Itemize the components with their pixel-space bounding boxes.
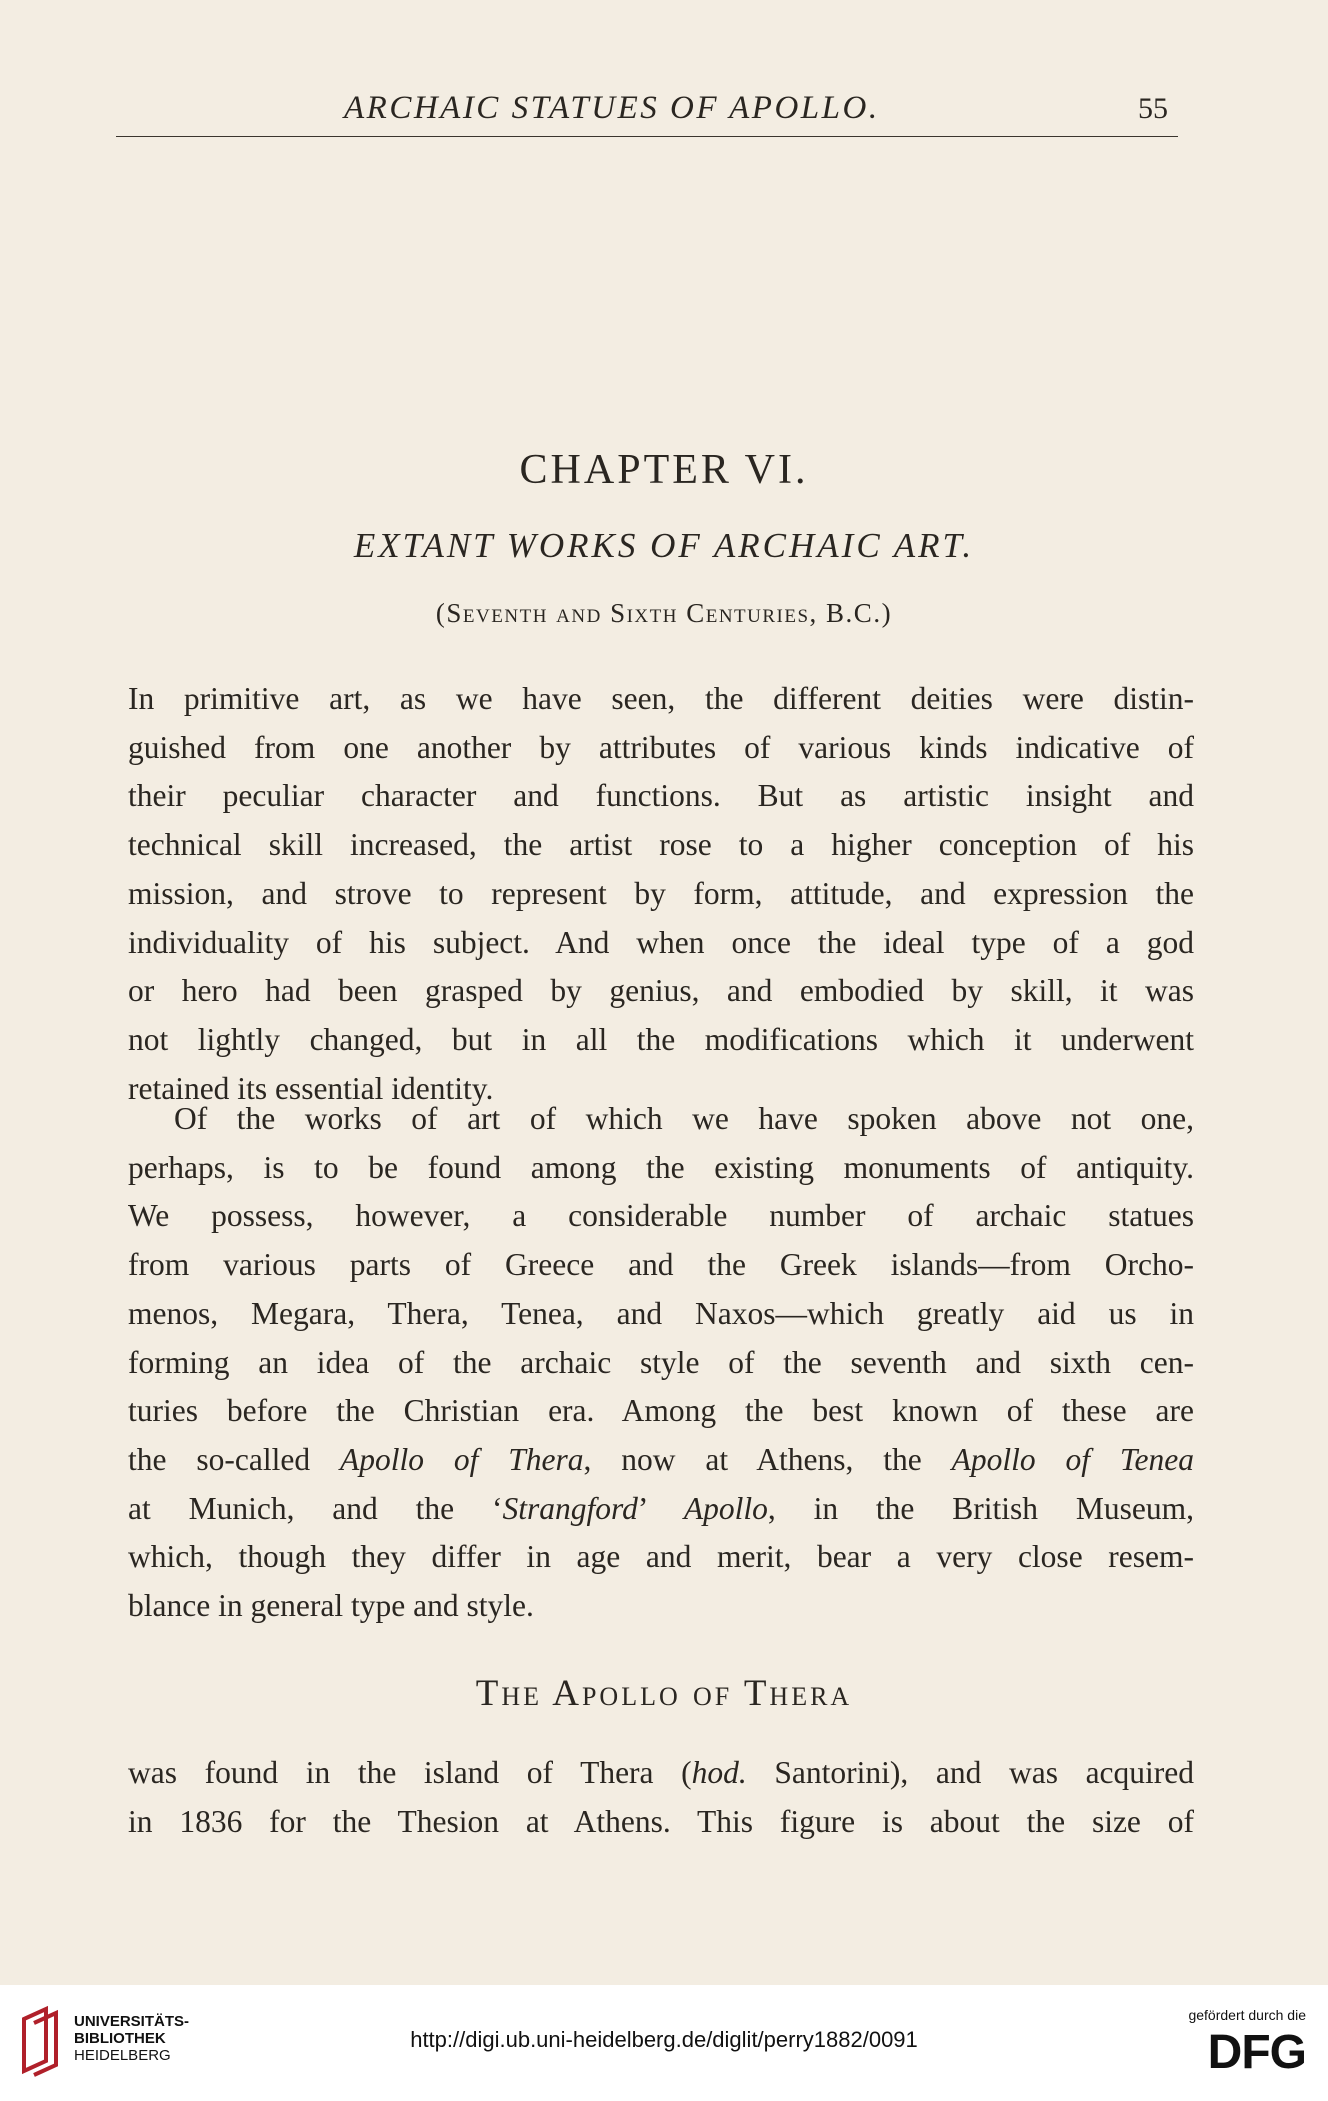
text-run: Santorini), and was acquired bbox=[746, 1755, 1195, 1790]
text-run: was found in the island of Thera ( bbox=[128, 1755, 692, 1790]
paragraph-line: technical skill increased, the artist rose to a higher conception of his bbox=[128, 827, 1194, 863]
paragraph-line: in 1836 for the Thesion at Athens. This figure is about the size of bbox=[128, 1803, 1194, 1839]
library-name-line: HEIDELBERG bbox=[74, 2047, 171, 2064]
funding-caption: gefördert durch die bbox=[1188, 2007, 1306, 2023]
paragraph-line: We possess, however, a considerable number of archaic statues bbox=[128, 1198, 1194, 1234]
section-heading: The Apollo of Thera bbox=[475, 1673, 853, 1714]
paragraph-line: turies before the Christian era. Among the best known of these are bbox=[128, 1393, 1194, 1429]
paragraph-primitive-art bbox=[128, 675, 1194, 1113]
italic-title: Apollo of Thera bbox=[339, 1441, 584, 1477]
paragraph-line: perhaps, is to be found among the existing monuments of antiquity. bbox=[128, 1149, 1194, 1185]
page-header bbox=[116, 86, 1178, 137]
text-run: , in the British Museum, bbox=[767, 1490, 1195, 1526]
italic-title: Strangford bbox=[502, 1490, 638, 1526]
paragraph-line: not lightly changed, but in all the modifications which it underwent bbox=[128, 1021, 1194, 1057]
digitization-footer bbox=[0, 1985, 1328, 2101]
paragraph-line: mission, and strove to represent by form, attitude, and expression the bbox=[128, 875, 1194, 911]
paragraph-line: forming an idea of the archaic style of the seventh and sixth cen- bbox=[128, 1344, 1194, 1380]
source-url-link[interactable]: http://digi.ub.uni-heidelberg.de/diglit/perry1882/0091 bbox=[410, 2027, 918, 2052]
library-name-line: BIBLIOTHEK bbox=[74, 2030, 166, 2047]
paragraph-line: their peculiar character and functions. But as artistic insight and bbox=[128, 778, 1194, 814]
italic-abbreviation: hod. bbox=[691, 1755, 747, 1790]
chapter-dates: (Seventh and Sixth Centuries, B.C.) bbox=[435, 598, 893, 628]
paragraph-line: or hero had been grasped by genius, and embodied by skill, it was bbox=[128, 973, 1194, 1009]
paragraph-archaic-statues bbox=[128, 1095, 1194, 1631]
text-run: at Munich, and the ‘ bbox=[128, 1490, 503, 1526]
paragraph-apollo-of-thera bbox=[128, 1749, 1194, 1846]
library-name-line: UNIVERSITÄTS- bbox=[74, 2013, 190, 2030]
paragraph-line bbox=[128, 1485, 1194, 1534]
paragraph-line: Of the works of art of which we have spoken above not one, bbox=[174, 1101, 1194, 1136]
page-number: 55 bbox=[1138, 92, 1168, 125]
paragraph-line: guished from one another by attributes of various kinds indicative of bbox=[128, 729, 1194, 765]
paragraph-line: blance in general type and style. bbox=[128, 1588, 534, 1624]
italic-title: Apollo of Tenea bbox=[951, 1441, 1194, 1477]
text-run: , now at Athens, the bbox=[583, 1441, 952, 1477]
running-title: ARCHAIC STATUES OF APOLLO. bbox=[344, 90, 880, 126]
dfg-logo: DFG bbox=[1207, 2026, 1306, 2079]
paragraph-line: individuality of his subject. And when once the ideal type of a god bbox=[128, 924, 1194, 960]
paragraph-line: In primitive art, as we have seen, the different deities were distin- bbox=[128, 681, 1194, 716]
text-run: ’ bbox=[637, 1490, 684, 1526]
paragraph-line: which, though they differ in age and merit, bear a very close resem- bbox=[128, 1539, 1194, 1575]
paragraph-line: from various parts of Greece and the Greek islands—from Orcho- bbox=[128, 1247, 1194, 1283]
paragraph-line bbox=[128, 1749, 1194, 1798]
text-run: the so-called bbox=[128, 1441, 340, 1477]
paragraph-line bbox=[128, 1436, 1194, 1485]
chapter-subtitle: EXTANT WORKS OF ARCHAIC ART. bbox=[353, 526, 975, 565]
paragraph-line: menos, Megara, Thera, Tenea, and Naxos—which greatly aid us in bbox=[128, 1295, 1194, 1331]
italic-title: Apollo bbox=[683, 1490, 768, 1526]
chapter-title: CHAPTER VI. bbox=[519, 447, 809, 493]
paragraph-line: retained its essential identity. bbox=[128, 1070, 494, 1106]
